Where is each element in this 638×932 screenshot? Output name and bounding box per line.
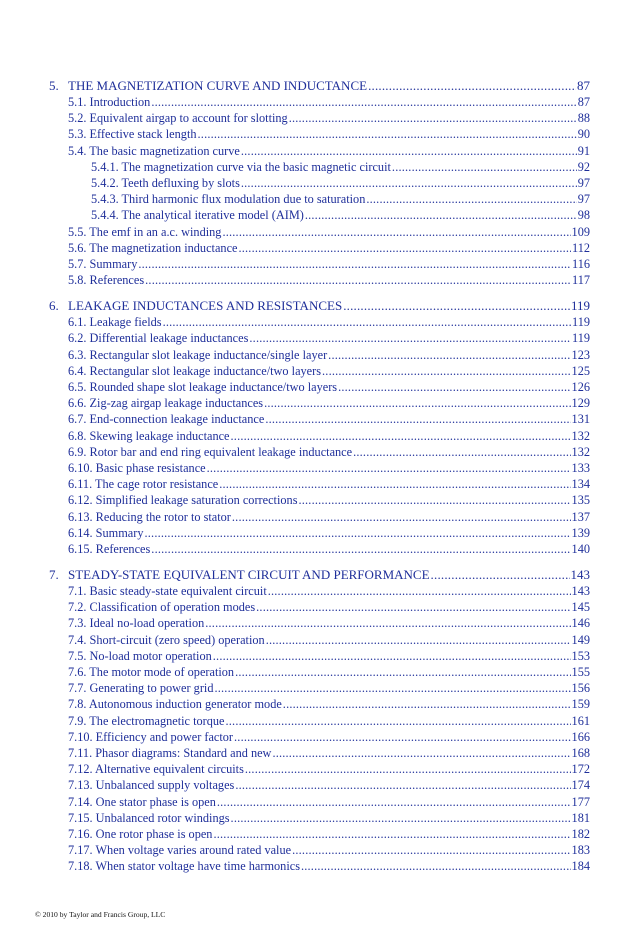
toc-entry-title: 7.4. Short-circuit (zero speed) operation (68, 632, 265, 647)
toc-entry-title: 7.3. Ideal no-load operation (68, 616, 205, 631)
toc-page-number: 132 (571, 428, 590, 443)
toc-dot-leader (231, 428, 571, 444)
toc-entry-title: 6.10. Basic phase resistance (68, 460, 206, 475)
toc-section-entry[interactable] (49, 615, 590, 631)
toc-entry-title: 6.1. Leakage fields (68, 315, 162, 330)
toc-page-number: 161 (571, 713, 590, 728)
toc-dot-leader (213, 648, 571, 664)
toc-entry-title: 5.2. Equivalent airgap to account for slotting (68, 111, 288, 126)
toc-dot-leader (301, 858, 571, 874)
toc-page-number: 143 (570, 567, 590, 583)
toc-dot-leader (145, 525, 571, 541)
toc-dot-leader (219, 476, 570, 492)
toc-page-number: 135 (571, 493, 590, 508)
toc-page-number: 126 (571, 380, 590, 394)
toc-dot-leader (322, 363, 571, 379)
toc-page-number: 134 (571, 477, 590, 492)
toc-page-number: 139 (571, 525, 590, 540)
toc-dot-leader (353, 444, 570, 460)
toc-dot-leader (241, 175, 577, 191)
toc-page-number: 184 (571, 859, 590, 874)
toc-page-number: 181 (571, 810, 590, 825)
toc-entry-title: 5.4.1. The magnetization curve via the basic magnetic circuit (91, 159, 391, 174)
toc-chapter-entry[interactable] (49, 297, 590, 314)
toc-dot-leader (235, 777, 570, 793)
toc-entry-title: STEADY-STATE EQUIVALENT CIRCUIT AND PERFORMANCE (68, 567, 430, 583)
toc-page-number: 109 (571, 224, 590, 239)
toc-entry-title: 5.5. The emf in an a.c. winding (68, 224, 222, 239)
toc-section-entry[interactable] (49, 330, 590, 346)
toc-dot-leader (264, 395, 570, 411)
toc-page-number: 132 (571, 444, 590, 459)
toc-dot-leader (392, 159, 577, 175)
toc-page-number: 97 (577, 175, 590, 190)
toc-section-entry[interactable] (49, 272, 590, 288)
toc-entry-title: 7.13. Unbalanced supply voltages (68, 778, 235, 793)
toc-page-number: 156 (571, 681, 590, 696)
toc-dot-leader (226, 713, 571, 729)
toc-dot-leader (266, 632, 571, 648)
toc-chapter-number: 6. (49, 298, 59, 314)
toc-dot-leader (238, 240, 571, 256)
toc-section-entry[interactable] (49, 777, 590, 793)
toc-page-number: 97 (577, 192, 590, 207)
toc-section-entry[interactable] (49, 794, 590, 810)
toc-entry-title: 6.14. Summary (68, 525, 144, 540)
toc-page-number: 117 (572, 273, 590, 288)
toc-section-entry[interactable] (49, 256, 590, 272)
toc-section-entry[interactable] (49, 191, 590, 207)
toc-section-entry[interactable] (49, 826, 590, 842)
toc-section-entry[interactable] (49, 175, 590, 191)
toc-entry-title: 7.12. Alternative equivalent circuits (68, 762, 244, 777)
toc-entry-title: 7.17. When voltage varies around rated value (68, 843, 292, 858)
toc-dot-leader (305, 207, 577, 223)
toc-section-entry[interactable] (49, 696, 590, 712)
toc-section-entry[interactable] (49, 94, 590, 110)
toc-entry-title: 5.4.2. Teeth defluxing by slots (91, 175, 240, 190)
toc-entry-title: 6.8. Skewing leakage inductance (68, 428, 230, 443)
toc-section-entry[interactable] (49, 314, 590, 330)
toc-section-entry[interactable] (49, 599, 590, 615)
toc-page-number: 182 (571, 826, 590, 841)
toc-section-entry[interactable] (49, 858, 590, 874)
toc-entry-title: 5.4.4. The analytical iterative model (AIM) (91, 208, 304, 223)
toc-dot-leader (231, 810, 571, 826)
toc-chapter-number: 7. (49, 567, 59, 583)
toc-section-entry[interactable] (49, 583, 590, 599)
toc-entry-title: 6.4. Rectangular slot leakage inductance/two layers (68, 363, 322, 378)
toc-entry-title: 7.10. Efficiency and power factor (68, 729, 234, 744)
toc-dot-leader (298, 492, 570, 508)
toc-entry-title: 7.6. The motor mode of operation (68, 665, 235, 679)
toc-entry-title: 7.7. Generating to power grid (68, 681, 214, 696)
toc-entry-title: 6.3. Rectangular slot leakage inductance/single layer (68, 347, 328, 362)
toc-section-entry[interactable] (49, 492, 590, 508)
toc-section-entry[interactable] (49, 240, 590, 256)
toc-dot-leader (234, 729, 571, 745)
toc-page-number: 168 (571, 745, 590, 760)
toc-section-entry[interactable] (49, 207, 590, 223)
toc-section-entry[interactable] (49, 110, 590, 126)
toc-page-number: 119 (572, 315, 590, 330)
toc-entry-title: 5.7. Summary (68, 256, 138, 271)
table-of-contents (49, 77, 590, 874)
toc-section-entry[interactable] (49, 680, 590, 696)
toc-entry-title: LEAKAGE INDUCTANCES AND RESISTANCES (68, 298, 343, 314)
toc-entry-title: 7.11. Phasor diagrams: Standard and new (68, 745, 272, 760)
toc-page-number: 119 (570, 298, 590, 314)
copyright-footer: © 2010 by Taylor and Francis Group, LLC (35, 910, 166, 919)
toc-section-entry[interactable] (49, 476, 590, 492)
toc-page-number: 125 (571, 363, 590, 378)
toc-section-entry[interactable] (49, 126, 590, 142)
toc-dot-leader (431, 566, 570, 583)
toc-page-number: 119 (572, 331, 590, 346)
toc-entry-title: 5.3. Effective stack length (68, 127, 197, 142)
toc-section-entry[interactable] (49, 363, 590, 379)
toc-dot-leader (235, 664, 570, 680)
toc-page-number: 129 (571, 396, 590, 411)
toc-page-number: 155 (571, 665, 590, 679)
toc-section-entry[interactable] (49, 648, 590, 664)
toc-page-number: 87 (577, 78, 590, 93)
toc-entry-title: 5.6. The magnetization inductance (68, 240, 238, 255)
toc-dot-leader (145, 272, 571, 288)
toc-section-entry[interactable] (49, 525, 590, 541)
toc-dot-leader (292, 842, 570, 858)
toc-section-entry[interactable] (49, 745, 590, 761)
toc-entry-title: 6.5. Rounded shape slot leakage inductance/two layers (68, 380, 338, 394)
toc-section-entry[interactable] (49, 460, 590, 476)
toc-page-number: 166 (571, 729, 590, 744)
toc-section-entry[interactable] (49, 842, 590, 858)
toc-dot-leader (151, 541, 570, 557)
toc-entry-title: 7.14. One stator phase is open (68, 794, 216, 809)
toc-section-entry[interactable] (49, 761, 590, 777)
toc-entry-title: 7.1. Basic steady-state equivalent circuit (68, 584, 267, 599)
toc-page-number: 146 (571, 616, 590, 631)
toc-page-number: 145 (571, 600, 590, 615)
toc-entry-title: 6.9. Rotor bar and end ring equivalent leakage inductance (68, 444, 353, 459)
toc-page-number: 88 (577, 111, 590, 126)
toc-dot-leader (207, 460, 571, 476)
toc-page-number: 87 (577, 95, 590, 109)
toc-dot-leader (198, 126, 577, 142)
toc-dot-leader (368, 77, 576, 94)
toc-dot-leader (214, 680, 570, 696)
toc-section-entry[interactable] (49, 713, 590, 729)
toc-dot-leader (163, 314, 571, 330)
toc-entry-title: 7.2. Classification of operation modes (68, 600, 256, 615)
toc-dot-leader (265, 411, 570, 427)
toc-dot-leader (245, 761, 571, 777)
toc-chapter-entry[interactable] (49, 77, 590, 94)
toc-page-number: 143 (571, 584, 590, 599)
toc-page-number: 177 (571, 794, 590, 809)
toc-entry-title: 7.16. One rotor phase is open (68, 826, 213, 841)
toc-section-entry[interactable] (49, 810, 590, 826)
toc-page-number: 149 (571, 632, 590, 647)
toc-entry-title: 6.2. Differential leakage inductances (68, 331, 249, 346)
toc-dot-leader (289, 110, 577, 126)
toc-section-entry[interactable] (49, 224, 590, 240)
toc-dot-leader (205, 615, 570, 631)
toc-entry-title: 6.11. The cage rotor resistance (68, 477, 219, 492)
toc-entry-title: 7.15. Unbalanced rotor windings (68, 810, 230, 825)
toc-dot-leader (343, 297, 570, 314)
toc-page-number: 131 (571, 412, 590, 427)
toc-page-number: 159 (571, 697, 590, 712)
toc-section-entry[interactable] (49, 632, 590, 648)
toc-section-entry[interactable] (49, 347, 590, 363)
toc-page-number: 91 (577, 143, 590, 158)
toc-entry-title: 7.18. When stator voltage have time harmonics (68, 859, 300, 874)
toc-dot-leader (256, 599, 570, 615)
toc-section-entry[interactable] (49, 664, 590, 680)
toc-dot-leader (272, 745, 570, 761)
toc-entry-title: 6.6. Zig-zag airgap leakage inductances (68, 396, 264, 411)
toc-page-number: 123 (571, 347, 590, 362)
toc-dot-leader (138, 256, 571, 272)
toc-dot-leader (222, 224, 570, 240)
toc-page-number: 153 (571, 648, 590, 663)
toc-chapter-number: 5. (49, 78, 59, 93)
toc-dot-leader (328, 347, 570, 363)
toc-entry-title: 7.5. No-load motor operation (68, 648, 212, 663)
toc-section-entry[interactable] (49, 379, 590, 395)
toc-entry-title: 6.15. References (68, 541, 151, 556)
toc-entry-title: 6.13. Reducing the rotor to stator (68, 509, 231, 524)
toc-section-entry[interactable] (49, 428, 590, 444)
toc-dot-leader (338, 379, 570, 395)
toc-entry-title: THE MAGNETIZATION CURVE AND INDUCTANCE (68, 78, 368, 93)
toc-section-entry[interactable] (49, 509, 590, 525)
toc-page-number: 112 (572, 240, 590, 255)
toc-entry-title: 5.1. Introduction (68, 95, 151, 109)
toc-entry-title: 5.4. The basic magnetization curve (68, 143, 240, 158)
toc-entry-title: 7.9. The electromagnetic torque (68, 713, 225, 728)
toc-page-number: 172 (571, 762, 590, 777)
toc-dot-leader (283, 696, 571, 712)
toc-page-number: 90 (577, 127, 590, 142)
toc-dot-leader (232, 509, 571, 525)
toc-entry-title: 5.4.3. Third harmonic flux modulation due to saturation (91, 192, 366, 207)
toc-section-entry[interactable] (49, 395, 590, 411)
toc-page-number: 140 (571, 541, 590, 556)
toc-section-entry[interactable] (49, 541, 590, 557)
toc-section-entry[interactable] (49, 143, 590, 159)
toc-section-entry[interactable] (49, 729, 590, 745)
toc-dot-leader (151, 94, 576, 110)
toc-dot-leader (213, 826, 570, 842)
toc-entry-title: 6.12. Simplified leakage saturation corrections (68, 493, 298, 508)
toc-section-entry[interactable] (49, 411, 590, 427)
toc-page-number: 133 (571, 460, 590, 475)
toc-dot-leader (366, 191, 576, 207)
toc-page-number: 98 (577, 208, 590, 223)
toc-section-entry[interactable] (49, 444, 590, 460)
toc-chapter-entry[interactable] (49, 566, 590, 583)
toc-dot-leader (241, 143, 577, 159)
toc-dot-leader (249, 330, 571, 346)
toc-dot-leader (217, 794, 571, 810)
toc-entry-title: 6.7. End-connection leakage inductance (68, 412, 265, 427)
toc-page-number: 183 (571, 843, 590, 858)
toc-entry-title: 5.8. References (68, 273, 145, 288)
toc-page-number: 174 (571, 778, 590, 793)
toc-page-number: 116 (572, 256, 590, 271)
toc-entry-title: 7.8. Autonomous induction generator mode (68, 697, 282, 712)
toc-dot-leader (268, 583, 571, 599)
toc-section-entry[interactable] (49, 159, 590, 175)
toc-page-number: 137 (571, 509, 590, 524)
toc-page-number: 92 (577, 159, 590, 174)
